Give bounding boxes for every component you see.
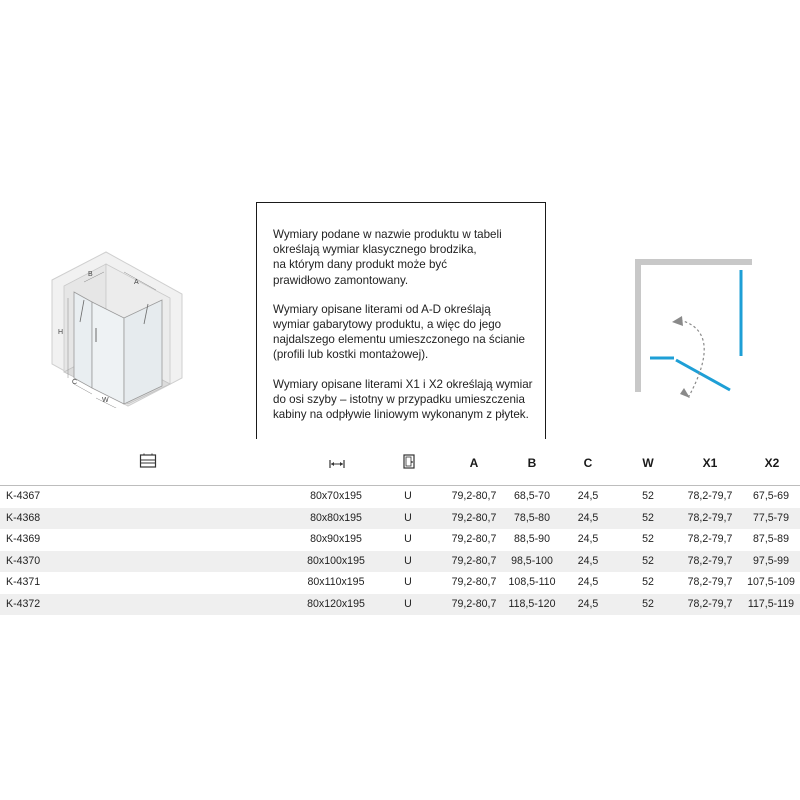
cell-b: 108,5-110 (508, 576, 556, 588)
cell-code: K-4367 (6, 490, 41, 502)
cell-x2: 87,5-89 (753, 533, 789, 545)
header-a: A (469, 456, 479, 470)
cell-x2: 97,5-99 (753, 554, 789, 567)
cell-a: 79,2-80,7 (451, 597, 497, 610)
width-arrows-icon (329, 456, 345, 474)
cell-size: 80x90x195 (310, 533, 362, 545)
info-paragraph-3: Wymiary opisane literami X1 i X2 określają wymiar do osi szyby – istotny w przypadku umieszczenia kabiny na odpływie liniowym wykonanym z płytek. (273, 377, 533, 422)
cell-size: 80x120x195 (307, 597, 365, 610)
cell-w: 52 (642, 597, 654, 610)
top-view-diagram (628, 252, 758, 400)
dim-letter-c: C (72, 379, 78, 386)
cell-x1: 78,2-79,7 (687, 597, 733, 610)
table-row (0, 572, 800, 594)
dim-letter-h: H (58, 329, 64, 336)
product-table (0, 445, 800, 614)
info-paragraph-2: Wymiary opisane literami od A-D określają wymiar gabarytowy produktu, a więc do jego najdalszego elementu umieszczonego na ścianie (profili lub kostki montażowej). (273, 302, 525, 362)
cell-c: 24,5 (577, 533, 599, 545)
table-row (0, 594, 800, 616)
shower-tray-icon (139, 453, 157, 474)
cell-w: 52 (642, 554, 654, 567)
cell-code: K-4368 (6, 511, 41, 524)
cell-type: U (404, 597, 412, 610)
cell-c: 24,5 (577, 490, 599, 502)
cell-a: 79,2-80,7 (451, 490, 497, 502)
cell-x1: 78,2-79,7 (687, 533, 733, 545)
table-row (0, 529, 800, 551)
cell-w: 52 (642, 490, 654, 502)
table-header (0, 445, 800, 485)
door-glass-panel (676, 360, 730, 390)
cell-a: 79,2-80,7 (451, 533, 497, 545)
cell-b: 118,5-120 (508, 597, 556, 610)
info-box-border-right (545, 202, 546, 439)
cabin-isometric-drawing (44, 238, 194, 408)
dim-letter-a: A (134, 279, 139, 286)
cell-b: 68,5-70 (514, 490, 550, 502)
cell-type: U (404, 490, 412, 502)
cell-b: 78,5-80 (514, 511, 550, 524)
cell-w: 52 (642, 576, 654, 588)
info-paragraph-1: Wymiary podane w nazwie produktu w tabeli określają wymiar klasycznego brodzika, na którym dany produkt może być prawidłowo zamontowany. (273, 228, 502, 287)
cell-code: K-4372 (6, 597, 41, 610)
cell-code: K-4369 (6, 533, 41, 545)
cell-b: 88,5-90 (514, 533, 550, 545)
cell-c: 24,5 (577, 511, 599, 524)
cell-size: 80x110x195 (307, 576, 365, 588)
dim-letter-w: W (102, 397, 109, 404)
info-text (273, 227, 541, 436)
cell-x2: 67,5-69 (753, 490, 789, 502)
cell-size: 80x80x195 (310, 511, 362, 524)
dim-letter-b: B (88, 271, 93, 278)
table-body (0, 486, 800, 615)
cell-a: 79,2-80,7 (451, 511, 497, 524)
cell-b: 98,5-100 (511, 554, 553, 567)
cell-x1: 78,2-79,7 (687, 576, 733, 588)
info-box-border-left (256, 202, 257, 439)
info-box (256, 202, 546, 439)
cell-w: 52 (642, 511, 654, 524)
cell-w: 52 (642, 533, 654, 545)
cell-c: 24,5 (577, 597, 599, 610)
cell-c: 24,5 (577, 554, 599, 567)
cell-size: 80x100x195 (307, 554, 365, 567)
cell-x2: 117,5-119 (747, 597, 795, 610)
cell-x1: 78,2-79,7 (687, 554, 733, 567)
cell-x2: 77,5-79 (753, 511, 789, 524)
header-b: B (527, 456, 537, 470)
cell-a: 79,2-80,7 (451, 554, 497, 567)
cell-type: U (404, 576, 412, 588)
table-row (0, 508, 800, 530)
table-row (0, 551, 800, 573)
cell-code: K-4371 (6, 576, 41, 588)
cell-x1: 78,2-79,7 (687, 511, 733, 524)
header-x2: X2 (764, 456, 780, 470)
cell-type: U (404, 511, 412, 524)
header-x1: X1 (702, 456, 718, 470)
cell-x1: 78,2-79,7 (687, 490, 733, 502)
cell-x2: 107,5-109 (747, 576, 795, 588)
cell-code: K-4370 (6, 554, 41, 567)
door-icon (403, 454, 415, 474)
cell-a: 79,2-80,7 (451, 576, 497, 588)
table-row (0, 486, 800, 508)
header-c: C (583, 456, 593, 470)
cell-c: 24,5 (577, 576, 599, 588)
cell-type: U (404, 533, 412, 545)
header-w: W (642, 456, 654, 470)
info-box-border-top (256, 202, 546, 203)
cell-size: 80x70x195 (310, 490, 362, 502)
cell-type: U (404, 554, 412, 567)
